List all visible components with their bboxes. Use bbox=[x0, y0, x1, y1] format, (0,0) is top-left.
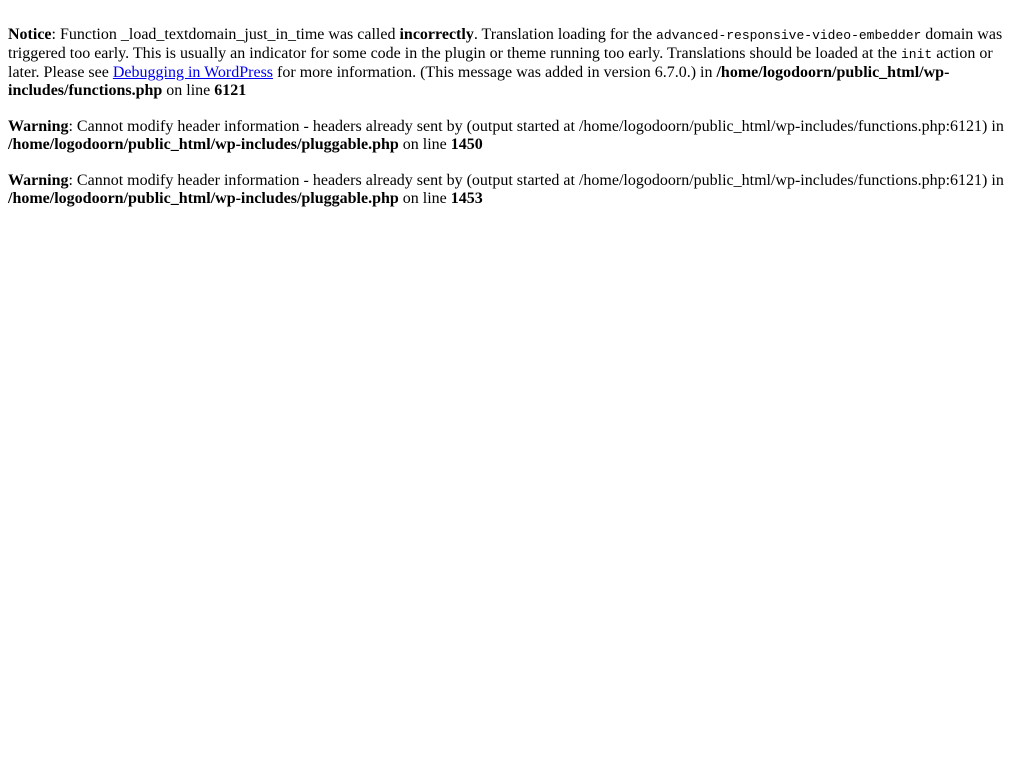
notice-code-domain: advanced-responsive-video-embedder bbox=[656, 28, 922, 43]
notice-bold-incorrectly: incorrectly bbox=[399, 26, 474, 43]
notice-text-4: action or later. Please see bbox=[8, 45, 993, 81]
warning-file-path: /home/logodoorn/public_html/wp-includes/pluggable.php bbox=[8, 190, 399, 207]
notice-message bbox=[8, 26, 1016, 100]
notice-text-1: : Function _load_textdomain_just_in_time was called bbox=[51, 26, 400, 43]
debugging-in-wordpress-link[interactable]: Debugging in WordPress bbox=[112, 64, 274, 81]
warning-line-number: 1450 bbox=[450, 136, 483, 153]
warning-label: Warning bbox=[8, 172, 69, 189]
notice-file-path: /home/logodoorn/public_html/wp-includes/functions.php bbox=[8, 64, 950, 99]
notice-text-3: domain was triggered too early. This is usually an indicator for some code in the plugin or theme running too early. Translations should be loaded at the bbox=[8, 26, 1003, 62]
notice-on-line: on line bbox=[162, 82, 215, 99]
warning-line-number: 1453 bbox=[450, 190, 483, 207]
warning-text: : Cannot modify header information - headers already sent by (output started at /home/logodoorn/public_html/wp-includes/functions.php:6121) in bbox=[68, 118, 1004, 135]
warning-text: : Cannot modify header information - headers already sent by (output started at /home/logodoorn/public_html/wp-includes/functions.php:6121) in bbox=[68, 172, 1004, 189]
notice-label: Notice bbox=[8, 26, 52, 43]
notice-text-5: for more information. (This message was added in version 6.7.0.) in bbox=[273, 64, 717, 81]
warning-on-line: on line bbox=[398, 190, 451, 207]
warning-label: Warning bbox=[8, 118, 69, 135]
notice-text-2: . Translation loading for the bbox=[473, 26, 657, 43]
warning-file-path: /home/logodoorn/public_html/wp-includes/pluggable.php bbox=[8, 136, 399, 153]
warning-message-2 bbox=[8, 172, 1016, 208]
php-error-output bbox=[0, 0, 1024, 208]
notice-line-number: 6121 bbox=[214, 82, 247, 99]
warning-message-1 bbox=[8, 118, 1016, 154]
notice-code-init: init bbox=[901, 47, 933, 62]
warning-on-line: on line bbox=[398, 136, 451, 153]
